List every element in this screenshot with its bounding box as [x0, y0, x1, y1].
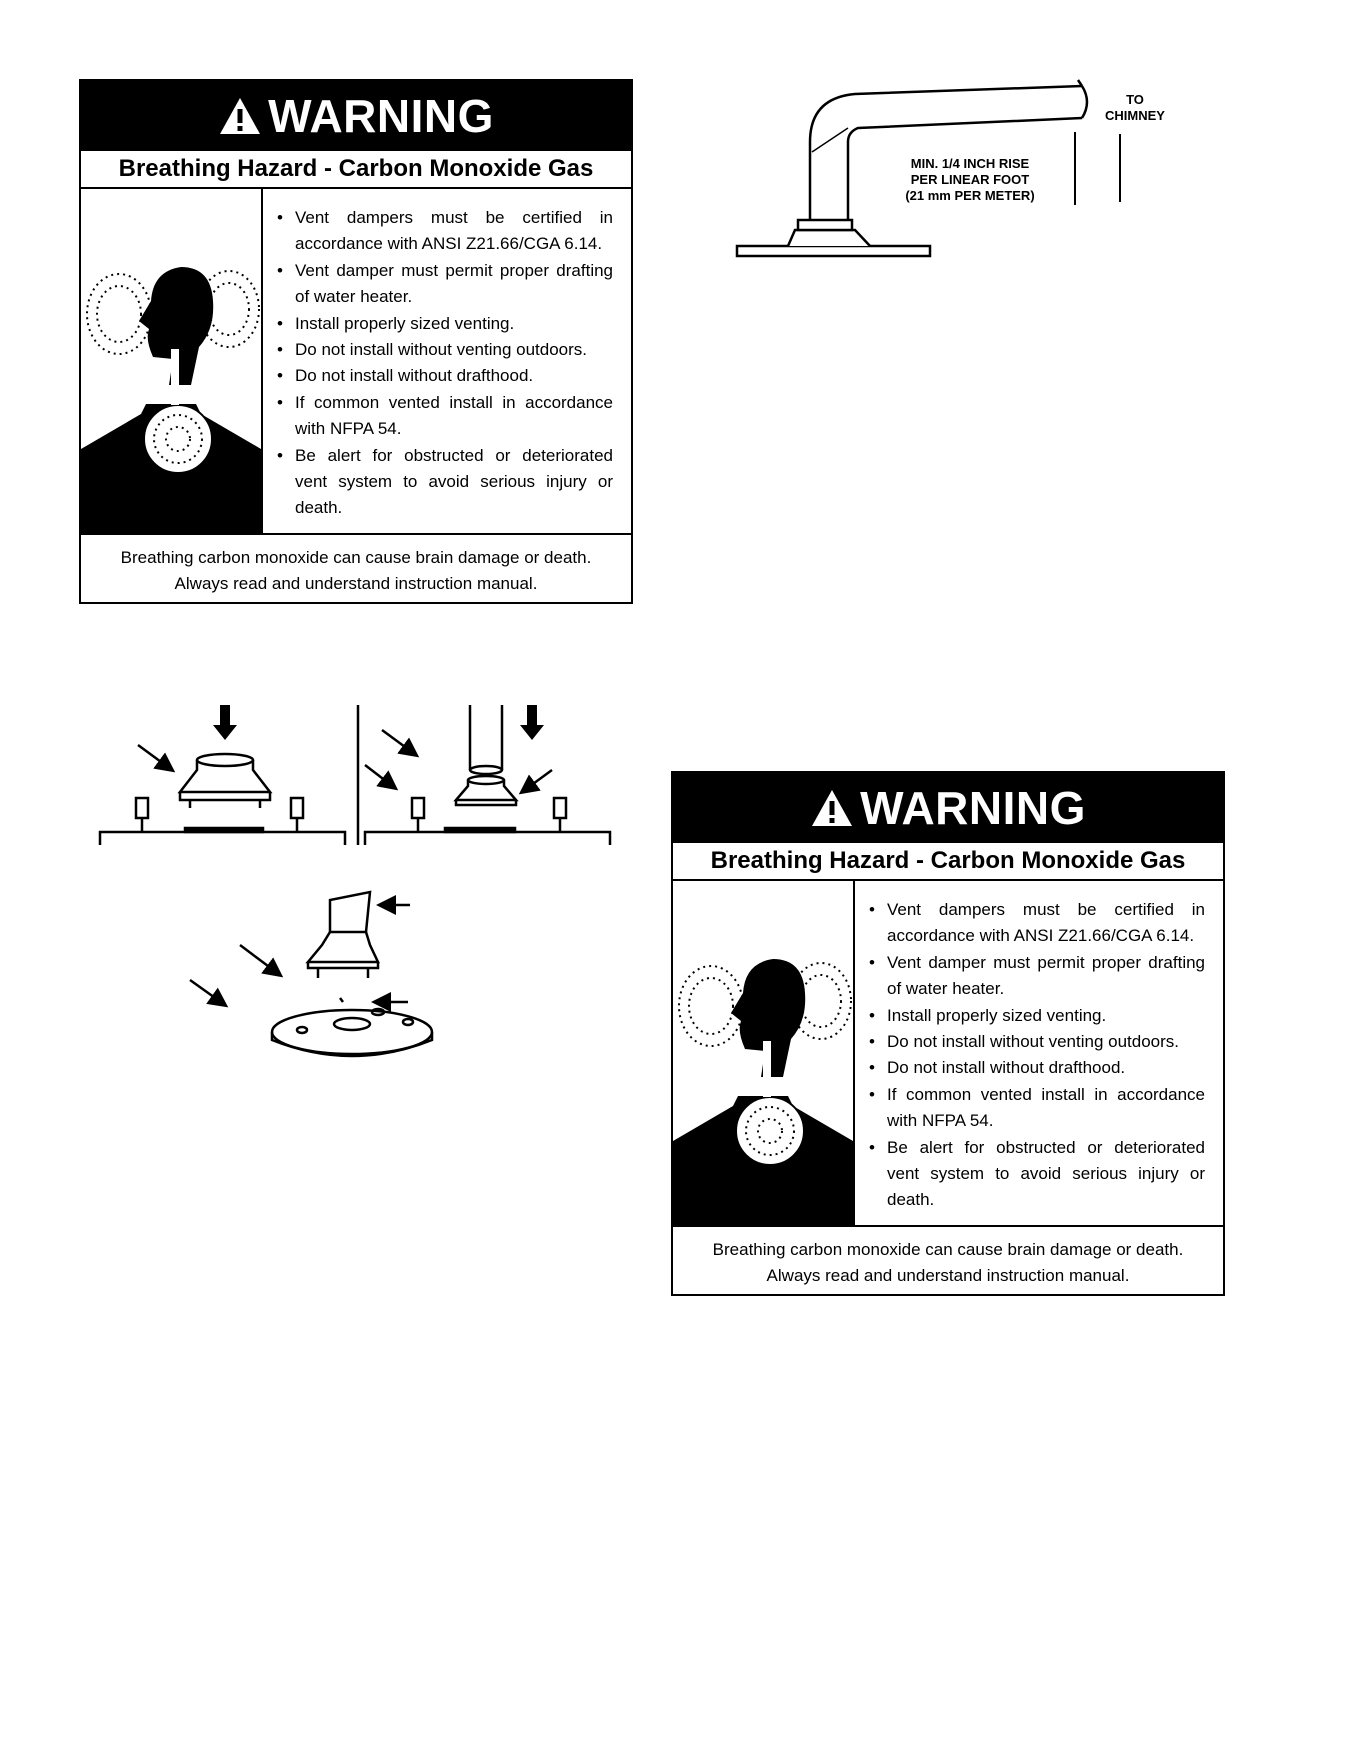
- footer-line: Always read and understand instruction manual.: [174, 574, 538, 593]
- list-item: • Do not install without drafthood.: [277, 363, 613, 389]
- list-item: • Do not install without venting outdoors.: [277, 337, 613, 363]
- rise-label: PER LINEAR FOOT: [910, 172, 1030, 187]
- list-item: • Vent dampers must be certified in accordance with ANSI Z21.66/CGA 6.14.: [277, 205, 613, 258]
- warning-banner: [673, 773, 1223, 843]
- rise-label: (21 mm PER METER): [905, 188, 1035, 203]
- chimney-label: CHIMNEY: [1105, 108, 1165, 123]
- co-breathing-hazard-icon: [81, 189, 263, 533]
- warning-triangle-icon: [810, 788, 854, 828]
- hazard-bullet-list: [263, 189, 631, 533]
- warning-footer: [81, 535, 631, 607]
- list-item: • Vent damper must permit proper drafting of water heater.: [277, 258, 613, 311]
- list-item: • If common vented install in accordance with NFPA 54.: [869, 1082, 1205, 1135]
- drafthood-installation-diagram: [90, 700, 630, 1060]
- warning-label: [671, 771, 1225, 1296]
- footer-line: Always read and understand instruction manual.: [766, 1266, 1130, 1285]
- hazard-title: Breathing Hazard - Carbon Monoxide Gas: [673, 843, 1223, 881]
- warning-footer: [673, 1227, 1223, 1299]
- list-item: • Install properly sized venting.: [277, 311, 613, 337]
- list-item: • Be alert for obstructed or deteriorated vent system to avoid serious injury or death.: [277, 443, 613, 522]
- list-item: • If common vented install in accordance with NFPA 54.: [277, 390, 613, 443]
- hazard-title: Breathing Hazard - Carbon Monoxide Gas: [81, 151, 631, 189]
- warning-label: [79, 79, 633, 604]
- warning-title: WARNING: [860, 782, 1086, 834]
- list-item: • Vent dampers must be certified in accordance with ANSI Z21.66/CGA 6.14.: [869, 897, 1205, 950]
- list-item: • Install properly sized venting.: [869, 1003, 1205, 1029]
- rise-label: MIN. 1/4 INCH RISE: [910, 156, 1030, 171]
- vent-connector-diagram: [730, 70, 1210, 275]
- chimney-label: TO: [1126, 92, 1144, 107]
- list-item: • Vent damper must permit proper drafting of water heater.: [869, 950, 1205, 1003]
- hazard-bullet-list: [855, 881, 1223, 1225]
- list-item: • Do not install without venting outdoors.: [869, 1029, 1205, 1055]
- footer-line: Breathing carbon monoxide can cause brain damage or death.: [120, 548, 592, 567]
- list-item: • Be alert for obstructed or deteriorated vent system to avoid serious injury or death.: [869, 1135, 1205, 1214]
- footer-line: Breathing carbon monoxide can cause brain damage or death.: [712, 1240, 1184, 1259]
- warning-triangle-icon: [218, 96, 262, 136]
- warning-title: WARNING: [268, 90, 494, 142]
- co-breathing-hazard-icon: [673, 881, 855, 1225]
- list-item: • Do not install without drafthood.: [869, 1055, 1205, 1081]
- warning-banner: [81, 81, 631, 151]
